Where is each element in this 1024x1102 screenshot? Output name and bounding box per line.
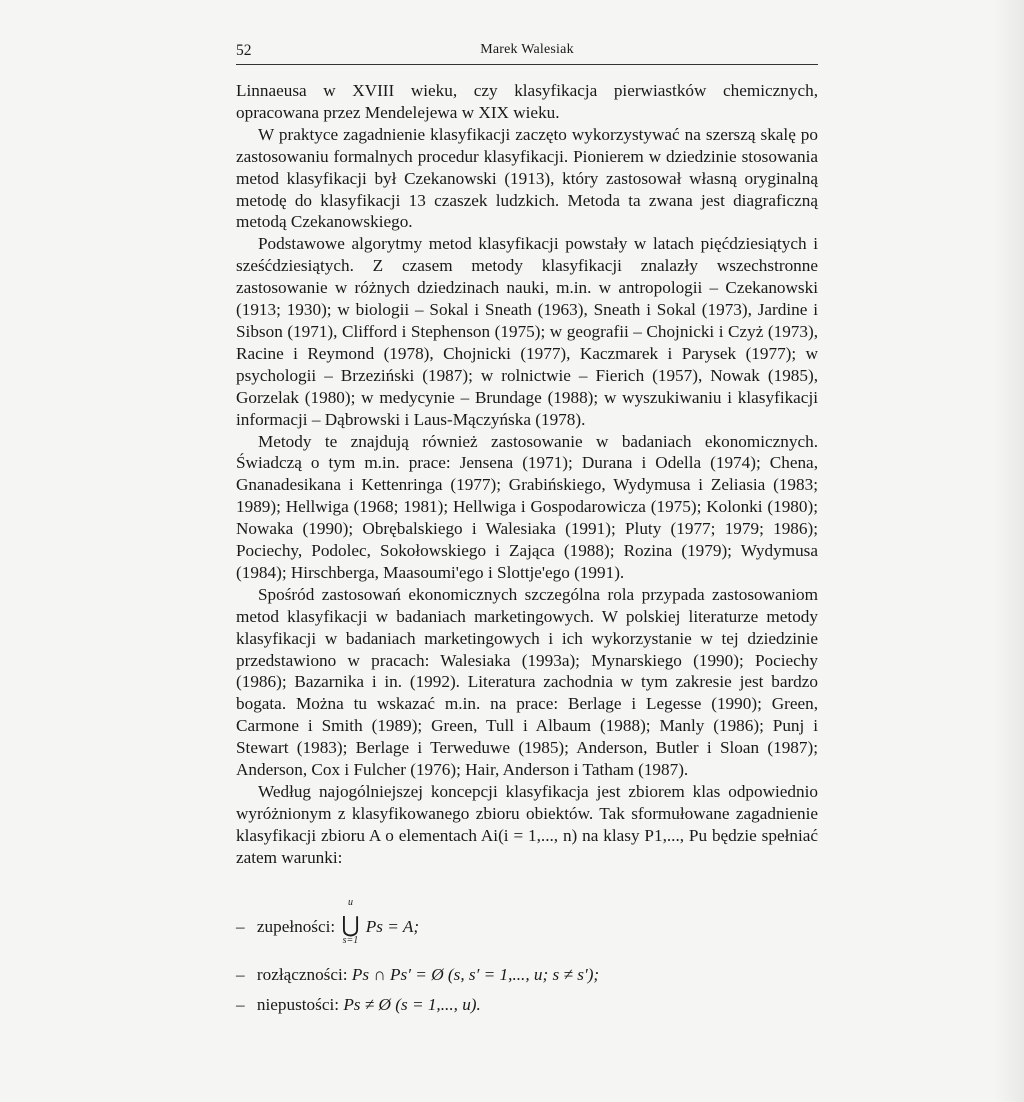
condition-label: zupełności:	[256, 917, 336, 936]
condition-label: niepustości:	[256, 995, 340, 1014]
body-text	[236, 80, 818, 869]
union-lower-limit: s=1	[342, 935, 359, 946]
condition-label: rozłączności:	[256, 965, 348, 984]
running-head-author: Marek Walesiak	[480, 42, 574, 57]
union-upper-limit: u	[347, 897, 353, 908]
union-symbol: ⋃	[341, 912, 360, 937]
page-edge-shade	[994, 0, 1024, 1102]
union-operator	[339, 897, 361, 946]
condition-disjointness	[236, 960, 818, 990]
paragraph-6: Według najogólniejszej koncepcji klasyfikacja jest zbiorem klas odpowiednio wyróżnionym z klasyfikowanego zbioru obiektów. Tak sformułowane zagadnienie klasyfikacji zbioru A o elementach Ai(i = 1,..., n) na klasy P1,..., Pu będzie spełniać zatem warunki:	[236, 782, 818, 867]
condition-formula: Ps = A;	[365, 917, 420, 936]
list-dash: –	[236, 917, 245, 936]
running-head	[236, 42, 818, 64]
condition-formula: Ps ≠ Ø (s = 1,..., u).	[343, 995, 481, 1014]
condition-formula: Ps ∩ Ps′ = Ø (s, s′ = 1,..., u; s ≠ s′);	[351, 965, 600, 984]
list-dash: –	[236, 995, 245, 1014]
paragraph-5: Spośród zastosowań ekonomicznych szczególna rola przypada zastosowaniom metod klasyfikacji w badaniach marketingowych. W polskiej literaturze metody klasyfikacji w badaniach marketingowych i ich wykorzystanie w tej dziedzinie przedstawiono w pracach: Walesiaka (1993a); Mynarskiego (1990); Pociechy (1986); Bazarnika i in. (1992). Literatura zachodnia w tym zakresie jest bardzo bogata. Można tu wskazać m.in. na prace: Berlage i Legesse (1990); Green, Carmone i Smith (1989); Green, Tull i Albaum (1988); Manly (1986); Punj i Stewart (1983); Berlage i Terweduwe (1985); Anderson, Butler i Sloan (1987); Anderson, Cox i Fulcher (1976); Hair, Anderson i Tatham (1987).	[236, 584, 818, 780]
condition-completeness	[236, 896, 818, 960]
list-dash: –	[236, 965, 245, 984]
conditions-list	[236, 896, 818, 1020]
page-number: 52	[236, 42, 252, 59]
paragraph-2: W praktyce zagadnienie klasyfikacji zaczęto wykorzystywać na szerszą skalę po zastosowaniu formalnych procedur klasyfikacji. Pionierem w dziedzinie stosowania metod klasyfikacji był Czekanowski (1913), który zastosował własną oryginalną metodę do klasyfikacji 13 czaszek ludzkich. Metoda ta zwana jest diagraficzną metodą Czekanowskiego.	[236, 124, 818, 232]
header-rule	[236, 64, 818, 65]
paragraph-1: Linnaeusa w XVIII wieku, czy klasyfikacja pierwiastków chemicznych, opracowana przez Mendelejewa w XIX wieku.	[236, 81, 818, 122]
paragraph-4: Metody te znajdują również zastosowanie w badaniach ekonomicznych. Świadczą o tym m.in. prace: Jensena (1971); Durana i Odella (1974); Chena, Gnanadesikana i Kettenringa (1977); Grabińskiego, Wydymusa i Zeliasia (1983; 1989); Hellwiga (1968; 1981); Hellwiga i Gospodarowicza (1975); Kolonki (1980); Nowaka (1990); Obrębalskiego i Walesiaka (1991); Pluty (1977; 1979; 1986); Pociechy, Podolec, Sokołowskiego i Zająca (1988); Rozina (1979); Wydymusa (1984); Hirschberga, Maasoumi'ego i Slottje'ego (1991).	[236, 431, 818, 582]
condition-nonempty	[236, 990, 818, 1020]
paragraph-3: Podstawowe algorytmy metod klasyfikacji powstały w latach pięćdziesiątych i sześćdziesiątych. Z czasem metody klasyfikacji znalazły wszechstronne zastosowanie w różnych dziedzinach nauki, m.in. w antropologii – Czekanowski (1913; 1930); w biologii – Sokal i Sneath (1963), Sneath i Sokal (1973), Jardine i Sibson (1971), Clifford i Stephenson (1975); w geografii – Chojnicki i Czyż (1973), Racine i Reymond (1978), Chojnicki (1977), Kaczmarek i Parysek (1977); w psychologii – Brzeziński (1987); w rolnictwie – Fierich (1957), Nowak (1985), Gorzelak (1980); w medycynie – Brundage (1988); w wyszukiwaniu i klasyfikacji informacji – Dąbrowski i Laus-Mączyńska (1978).	[236, 234, 818, 429]
